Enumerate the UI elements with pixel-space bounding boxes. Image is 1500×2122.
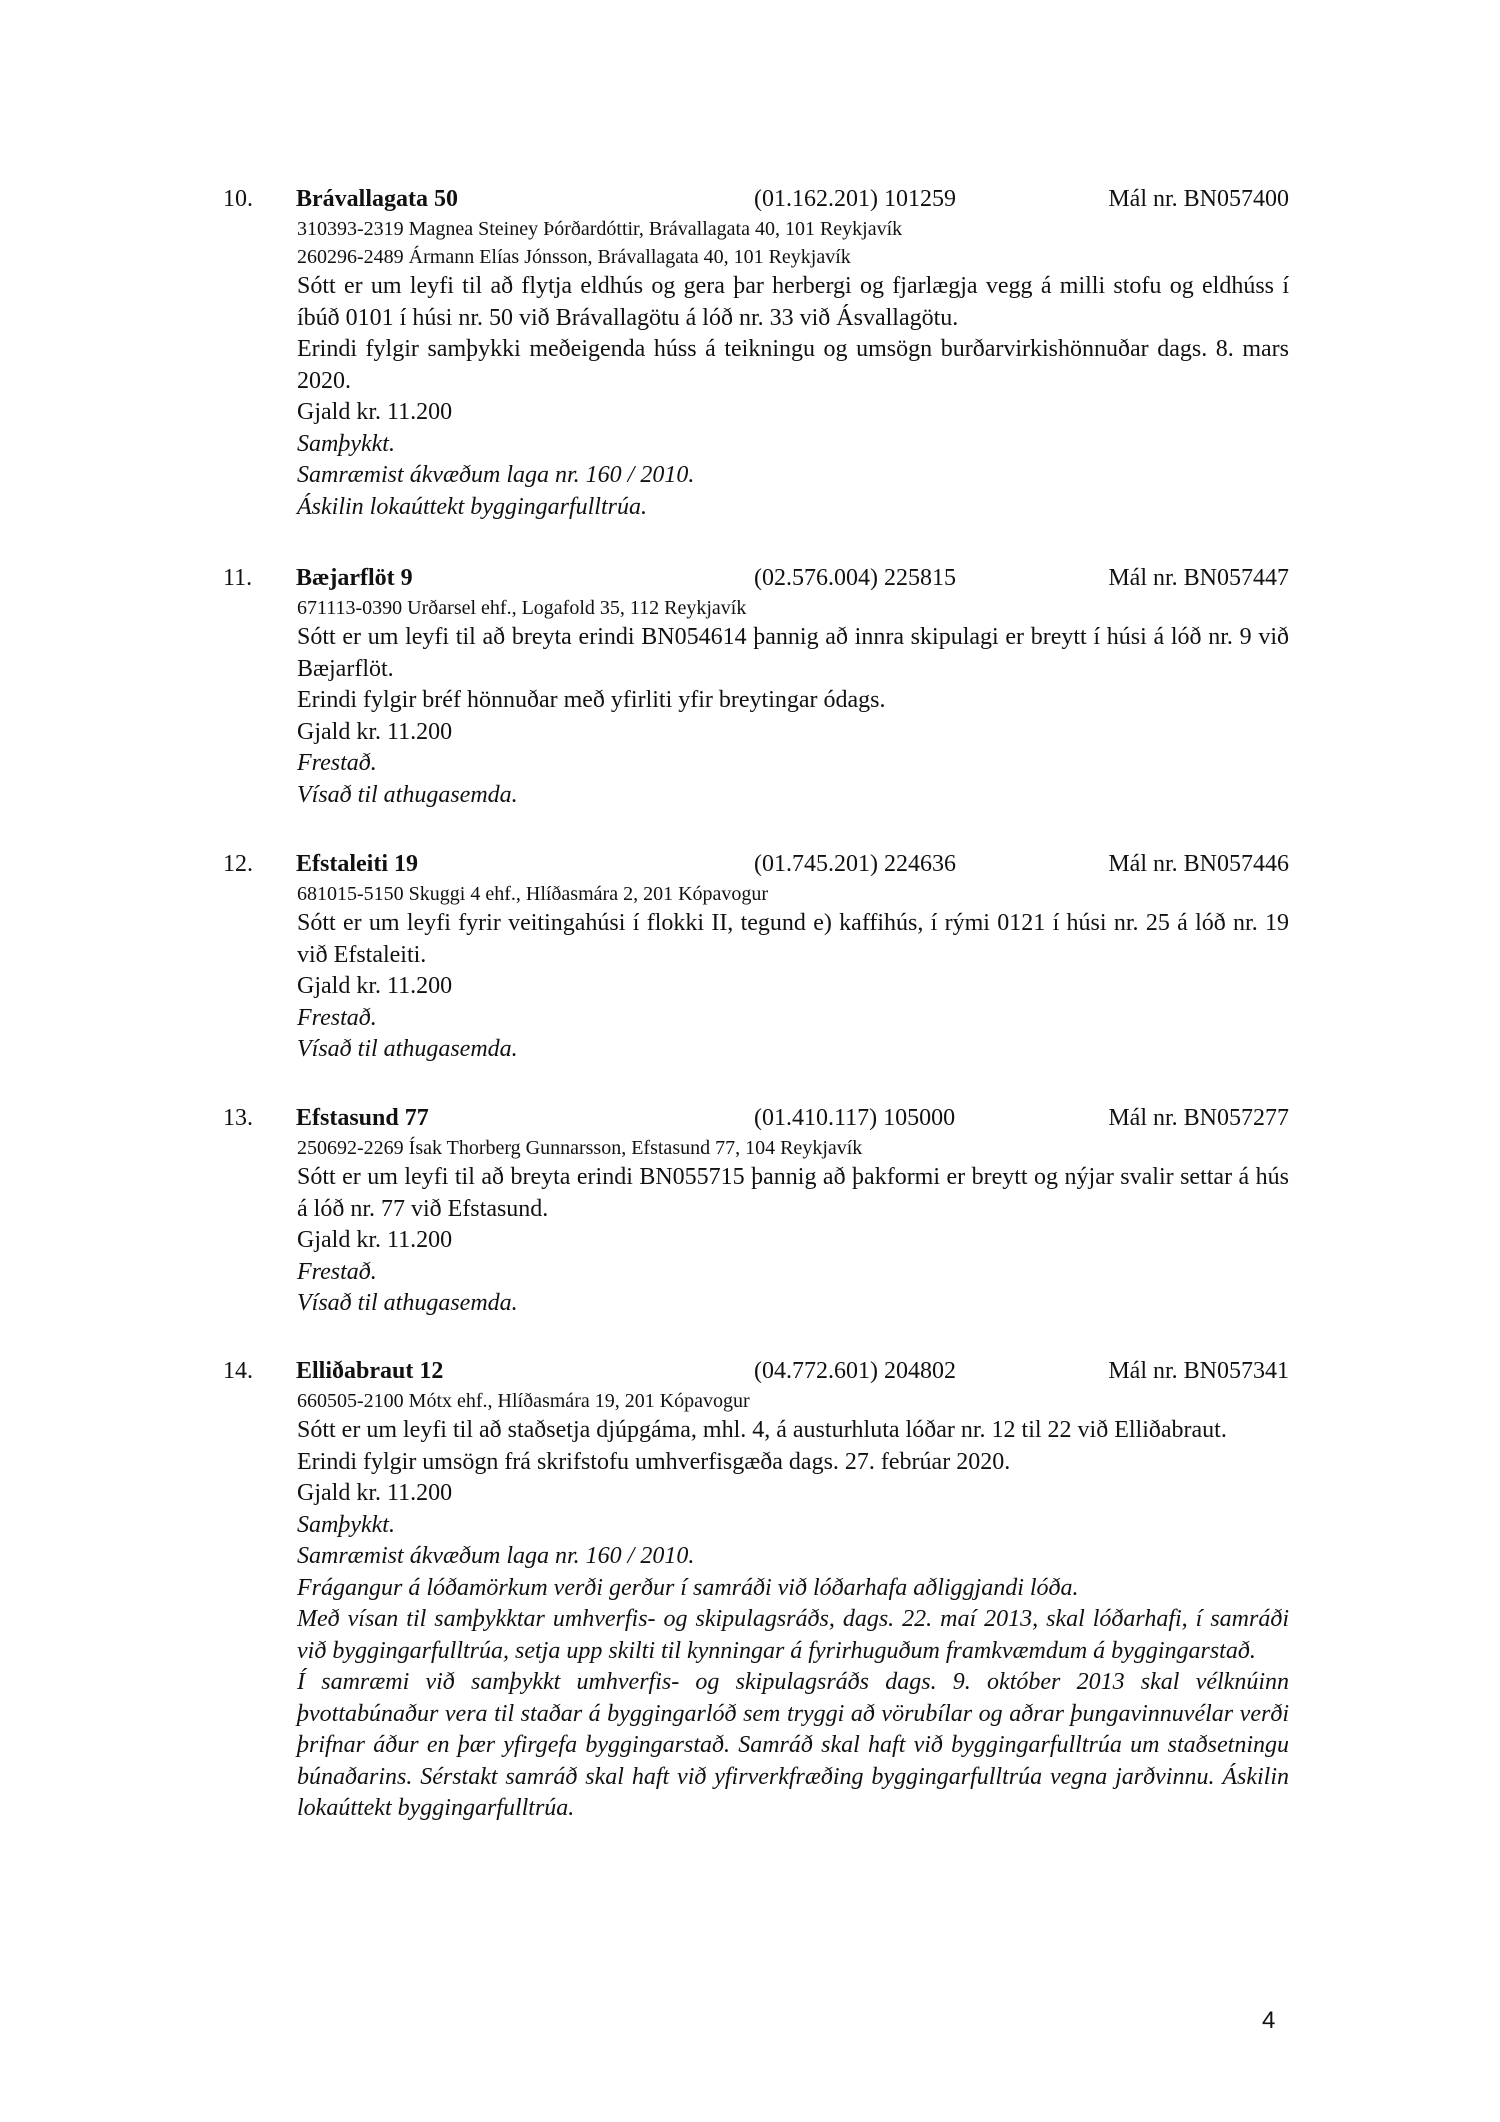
case-number: 14. bbox=[223, 1358, 253, 1384]
case-mal-number: Mál nr. BN057446 bbox=[1108, 851, 1289, 877]
case-body bbox=[297, 1387, 1289, 1825]
case-decision: Samþykkt. bbox=[297, 1511, 395, 1538]
case-decision: Vísað til athugasemda. bbox=[297, 1290, 518, 1316]
case-decision: Í samræmi við samþykkt umhverfis- og skipulagsráðs dags. 9. október 2013 skal vélknúinn þvottabúnaður vera til staðar á byggingarlóð sem tryggi að vörubílar og aðrar þungavinnuvélar verði þrifnar áður en þær yfirgefa byggingarstað. Samráð skal haft við byggingarfulltrúa um staðsetningu búnaðarins. Sérstakt samráð skal haft við yfirverkfræðing byggingarfulltrúa vegna jarðvinnu. Áskilin lokaúttekt byggingarfulltrúa. bbox=[297, 1669, 1289, 1821]
case-mal-number: Mál nr. BN057277 bbox=[1108, 1105, 1289, 1131]
case-address: Efstasund 77 bbox=[296, 1105, 429, 1131]
case-13 bbox=[224, 1103, 1289, 1320]
case-decision: Með vísan til samþykktar umhverfis- og skipulagsráðs, dags. 22. maí 2013, skal lóðarhafi, í samráði við byggingarfulltrúa, setja upp skilti til kynningar á fyrirhuguðum framkvæmdum á byggingarstað. bbox=[297, 1606, 1289, 1664]
case-decision: Áskilin lokaúttekt byggingarfulltrúa. bbox=[297, 493, 647, 520]
case-decision: Samræmist ákvæðum laga nr. 160 / 2010. bbox=[297, 462, 695, 488]
case-land-number: (04.772.601) 204802 bbox=[754, 1358, 956, 1384]
case-number: 11. bbox=[223, 565, 253, 591]
case-14 bbox=[224, 1356, 1289, 1825]
case-body bbox=[297, 880, 1289, 1066]
case-description: Sótt er um leyfi til að flytja eldhús og gera þar herbergi og fjarlægja vegg á milli stofu og eldhúss í íbúð 0101 í húsi nr. 50 við Brávallagötu á lóð nr. 33 við Ásvallagötu. bbox=[297, 273, 1289, 331]
case-decision: Samþykkt. bbox=[297, 430, 395, 457]
case-decision: Frestað. bbox=[297, 750, 377, 776]
case-body bbox=[297, 594, 1289, 811]
case-land-number: (02.576.004) 225815 bbox=[754, 565, 956, 591]
case-10 bbox=[224, 184, 1289, 523]
applicant: 671113-0390 Urðarsel ehf., Logafold 35, 112 Reykjavík bbox=[297, 597, 747, 619]
case-decision: Vísað til athugasemda. bbox=[297, 781, 518, 808]
case-number: 13. bbox=[223, 1105, 253, 1131]
case-decision: Vísað til athugasemda. bbox=[297, 1036, 518, 1062]
case-note: Erindi fylgir umsögn frá skrifstofu umhverfisgæða dags. 27. febrúar 2020. bbox=[297, 1448, 1011, 1475]
case-land-number: (01.745.201) 224636 bbox=[754, 851, 956, 877]
case-mal-number: Mál nr. BN057447 bbox=[1108, 565, 1289, 591]
case-land-number: (01.410.117) 105000 bbox=[754, 1105, 956, 1131]
case-decision: Frestað. bbox=[297, 1004, 377, 1031]
case-fee: Gjald kr. 11.200 bbox=[297, 718, 453, 745]
case-fee: Gjald kr. 11.200 bbox=[297, 399, 453, 425]
case-description: Sótt er um leyfi til að breyta erindi BN055715 þannig að þakformi er breytt og nýjar svalir settar á hús á lóð nr. 77 við Efstasund. bbox=[297, 1164, 1289, 1222]
case-mal-number: Mál nr. BN057341 bbox=[1108, 1358, 1289, 1384]
case-address: Efstaleiti 19 bbox=[296, 851, 418, 877]
case-address: Elliðabraut 12 bbox=[296, 1358, 444, 1384]
case-body bbox=[297, 215, 1289, 523]
case-header bbox=[224, 184, 1289, 215]
case-header bbox=[224, 563, 1289, 594]
case-fee: Gjald kr. 11.200 bbox=[297, 1227, 453, 1253]
applicant: 681015-5150 Skuggi 4 ehf., Hlíðasmára 2, 201 Kópavogur bbox=[297, 883, 769, 905]
case-fee: Gjald kr. 11.200 bbox=[297, 973, 453, 999]
case-12 bbox=[224, 849, 1289, 1066]
applicant: 250692-2269 Ísak Thorberg Gunnarsson, Efstasund 77, 104 Reykjavík bbox=[297, 1137, 863, 1159]
case-address: Brávallagata 50 bbox=[296, 186, 458, 212]
case-description: Sótt er um leyfi til að staðsetja djúpgáma, mhl. 4, á austurhluta lóðar nr. 12 til 22 við Elliðabraut. bbox=[297, 1417, 1227, 1443]
case-decision: Frágangur á lóðamörkum verði gerður í samráði við lóðarhafa aðliggjandi lóða. bbox=[297, 1574, 1079, 1601]
case-decision: Samræmist ákvæðum laga nr. 160 / 2010. bbox=[297, 1543, 695, 1569]
page-number: 4 bbox=[1262, 2007, 1276, 2034]
case-note: Erindi fylgir bréf hönnuðar með yfirliti yfir breytingar ódags. bbox=[297, 687, 886, 713]
case-header bbox=[224, 1356, 1289, 1387]
case-mal-number: Mál nr. BN057400 bbox=[1108, 186, 1289, 212]
case-decision: Frestað. bbox=[297, 1258, 377, 1285]
case-description: Sótt er um leyfi fyrir veitingahúsi í flokki II, tegund e) kaffihús, í rými 0121 í húsi nr. 25 á lóð nr. 19 við Efstaleiti. bbox=[297, 910, 1289, 968]
case-fee: Gjald kr. 11.200 bbox=[297, 1480, 453, 1506]
case-land-number: (01.162.201) 101259 bbox=[754, 186, 956, 212]
case-11 bbox=[224, 563, 1289, 811]
applicant: 660505-2100 Mótx ehf., Hlíðasmára 19, 201 Kópavogur bbox=[297, 1390, 750, 1412]
case-body bbox=[297, 1134, 1289, 1320]
case-header bbox=[224, 1103, 1289, 1134]
case-header bbox=[224, 849, 1289, 880]
case-note: Erindi fylgir samþykki meðeigenda húss á teikningu og umsögn burðarvirkishönnuðar dags. 8. mars 2020. bbox=[297, 336, 1289, 394]
case-address: Bæjarflöt 9 bbox=[296, 565, 413, 591]
case-number: 10. bbox=[223, 186, 253, 212]
case-description: Sótt er um leyfi til að breyta erindi BN054614 þannig að innra skipulagi er breytt í húsi á lóð nr. 9 við Bæjarflöt. bbox=[297, 624, 1289, 682]
applicant: 260296-2489 Ármann Elías Jónsson, Brávallagata 40, 101 Reykjavík bbox=[297, 246, 851, 268]
applicant: 310393-2319 Magnea Steiney Þórðardóttir, Brávallagata 40, 101 Reykjavík bbox=[297, 218, 903, 240]
case-number: 12. bbox=[223, 851, 253, 877]
